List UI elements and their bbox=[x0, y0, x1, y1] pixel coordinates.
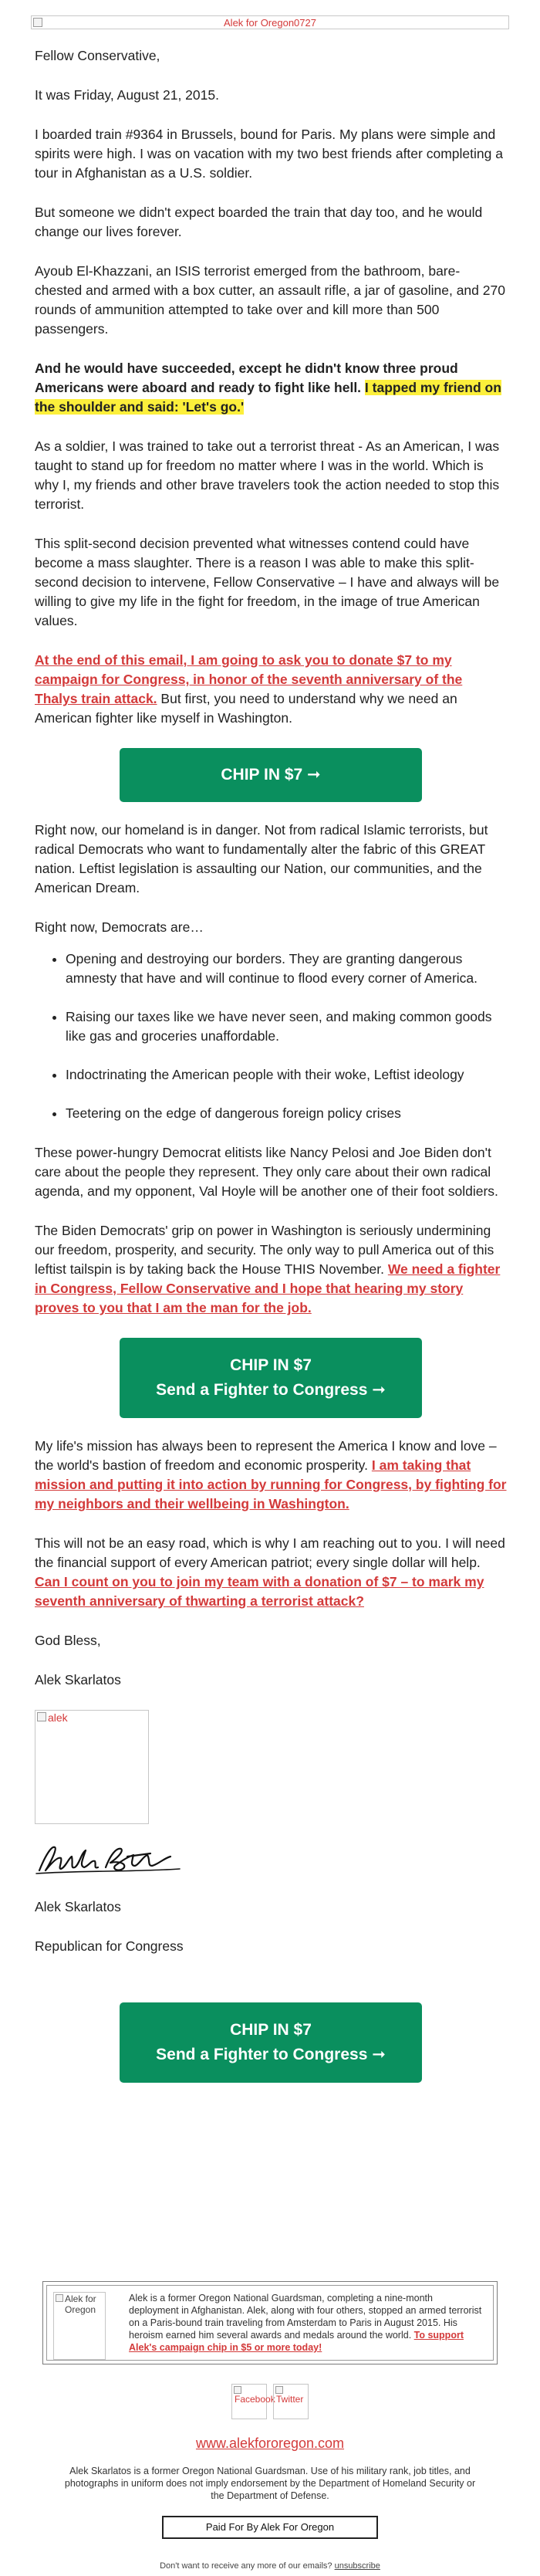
facebook-alt-text: Facebook bbox=[235, 2394, 275, 2405]
unsubscribe-prefix: Don't want to receive any more of our emails? bbox=[160, 2561, 335, 2571]
paragraph-terrorist: Ayoub El-Khazzani, an ISIS terrorist emerged from the bathroom, bare-chested and armed with a box cutter, an assault rifle, a jar of gasoline, and 270 rounds of ammunition attempted to take over and kill more than 500 passengers. bbox=[35, 263, 505, 337]
greeting: Fellow Conservative, bbox=[35, 48, 160, 63]
paragraph-decision: This split-second decision prevented what witnesses contend could have become a mass slaughter. There is a reason I was able to make this split-second decision to intervene, Fellow Conservative – I have and always will be willing to give my life in the fight for freedom, in the image of true American values. bbox=[35, 536, 500, 628]
chip-in-label: CHIP IN $7 bbox=[230, 2021, 312, 2039]
header-image-alt-text: Alek for Oregon0727 bbox=[224, 17, 316, 29]
email-body bbox=[35, 46, 507, 2101]
bio-support-link[interactable]: To support Alek's campaign chip in $5 or more today! bbox=[129, 2330, 464, 2353]
disclaimer-text: Alek Skarlatos is a former Oregon National Guardsman. Use of his military rank, job titles, and photographs in uniform does not imply endorsement by the Department of Homeland Security or the Department of Defense. bbox=[64, 2466, 476, 2501]
signoff: God Bless, bbox=[35, 1633, 101, 1648]
unsubscribe-link[interactable]: unsubscribe bbox=[334, 2561, 380, 2571]
website-link[interactable]: www.alekfororegon.com bbox=[195, 2436, 345, 2451]
paragraph-mission bbox=[35, 1437, 507, 1514]
donate-ask-link[interactable]: At the end of this email, I am going to ask you to donate $7 to my campaign for Congress, in honor of the seventh anniversary of the Thalys train attack. bbox=[35, 652, 463, 706]
paragraph-grip bbox=[35, 1221, 507, 1318]
paragraph-homeland: Right now, our homeland is in danger. Not from radical Islamic terrorists, but radical Democrats who want to fundamentally alter the fabric of this GREAT nation. Leftist legislation is assaulting our Nation, our communities, and the American Dream. bbox=[35, 822, 488, 895]
broken-image-icon bbox=[37, 1712, 46, 1721]
democrats-list bbox=[35, 949, 507, 1123]
portrait-alt-text: alek bbox=[48, 1711, 68, 1724]
bio-box bbox=[42, 2281, 498, 2364]
bio-photo-image bbox=[53, 2292, 106, 2360]
mission-link[interactable]: I am taking that mission and putting it into action by running for Congress, by fighting for my neighbors and their wellbeing in Washington. bbox=[35, 1457, 507, 1511]
signed-title: Republican for Congress bbox=[35, 1938, 184, 1954]
paragraph-grip-text: The Biden Democrats' grip on power in Washington is seriously undermining our freedom, prosperity, and security. The only way to pull America out of this leftist tailspin is by taking back the House THIS November. bbox=[35, 1223, 494, 1277]
paragraph-road bbox=[35, 1534, 507, 1611]
paragraph-train: I boarded train #9364 in Brussels, bound for Paris. My plans were simple and spirits were high. I was on vacation with my two best friends after completing a tour in Afghanistan as a U.S. soldier. bbox=[35, 127, 503, 181]
paid-for-box: Paid For By Alek For Oregon bbox=[162, 2516, 378, 2539]
twitter-icon[interactable] bbox=[273, 2384, 309, 2419]
bio-inner-frame bbox=[46, 2285, 494, 2361]
list-item: • Indoctrinating the American people with their woke, Leftist ideology bbox=[66, 1065, 507, 1085]
paragraph-democrats-are: Right now, Democrats are… bbox=[35, 919, 204, 935]
paragraph-americans bbox=[35, 359, 507, 417]
chip-in-button-3[interactable] bbox=[120, 2002, 422, 2083]
paragraph-mission-text: My life's mission has always been to represent the America I know and love – the world's bastion of freedom and economic prosperity. bbox=[35, 1438, 497, 1473]
bold-text: And he would have succeeded, except he didn't know three proud Americans were aboard and ready to fight like hell. bbox=[35, 361, 458, 395]
paragraph-road-text: This will not be an easy road, which is why I am reaching out to you. I will need the financial support of every American patriot; every single dollar will help. bbox=[35, 1535, 505, 1570]
highlighted-quote: I tapped my friend on the shoulder and said: 'Let's go.' bbox=[35, 380, 501, 415]
fighter-link[interactable]: We need a fighter in Congress, Fellow Conservative and I hope that hearing my story proves to you that I am the man for the job. bbox=[35, 1261, 501, 1315]
chip-in-label: CHIP IN $7 bbox=[230, 1356, 312, 1374]
bio-text bbox=[129, 2292, 484, 2354]
signature-image bbox=[35, 1840, 181, 1878]
list-item: • Teetering on the edge of dangerous foreign policy crises bbox=[66, 1104, 507, 1123]
twitter-alt-text: Twitter bbox=[276, 2394, 304, 2405]
send-fighter-label: Send a Fighter to Congress ➞ bbox=[156, 2046, 386, 2063]
paragraph-elitists: These power-hungry Democrat elitists like Nancy Pelosi and Joe Biden don't care about the people they represent. They only care about their own radical agenda, and my opponent, Val Hoyle will be another one of their foot soldiers. bbox=[35, 1145, 498, 1199]
list-item: • Raising our taxes like we have never seen, and making common goods like gas and groceries unaffordable. bbox=[66, 1007, 507, 1046]
list-item: • Opening and destroying our borders. They are granting dangerous amnesty that have and will continue to flood every corner of America. bbox=[66, 949, 507, 988]
paragraph-date: It was Friday, August 21, 2015. bbox=[35, 87, 219, 103]
signoff-name: Alek Skarlatos bbox=[35, 1672, 121, 1687]
paragraph-ask bbox=[35, 651, 507, 728]
send-fighter-label: Send a Fighter to Congress ➞ bbox=[156, 1381, 386, 1399]
paragraph-someone: But someone we didn't expect boarded the train that day too, and he would change our lives forever. bbox=[35, 205, 483, 239]
broken-image-icon bbox=[234, 2386, 241, 2394]
broken-image-icon bbox=[56, 2294, 63, 2302]
bio-description: Alek is a former Oregon National Guardsman, completing a nine-month deployment in Afghanistan. Alek, along with four others, stopped an armed terrorist on a Paris-bound train traveling from Amsterdam to Paris in August 2015. His heroism earned him several awards and medals around the world. bbox=[129, 2293, 482, 2341]
chip-in-button-2[interactable] bbox=[120, 1338, 422, 1418]
count-on-you-link[interactable]: Can I count on you to join my team with a donation of $7 – to mark my seventh anniversary of thwarting a terrorist attack? bbox=[35, 1574, 484, 1609]
paragraph-ask-rest: But first, you need to understand why we need an American fighter like myself in Washington. bbox=[35, 691, 457, 726]
chip-in-button-1[interactable]: CHIP IN $7 ➞ bbox=[120, 748, 422, 802]
paragraph-soldier: As a soldier, I was trained to take out a terrorist threat - As an American, I was taught to stand up for freedom no matter where I was in the world. Which is why I, my friends and other brave travelers took the action needed to stop this terrorist. bbox=[35, 438, 500, 512]
header-banner-image[interactable] bbox=[31, 15, 509, 29]
bio-photo-alt-text: Alek for Oregon bbox=[65, 2293, 96, 2315]
broken-image-icon bbox=[275, 2386, 283, 2394]
facebook-icon[interactable] bbox=[231, 2384, 275, 2419]
unsubscribe-line bbox=[0, 2561, 540, 2571]
signed-name: Alek Skarlatos bbox=[35, 1899, 121, 1914]
portrait-image bbox=[35, 1710, 149, 1824]
